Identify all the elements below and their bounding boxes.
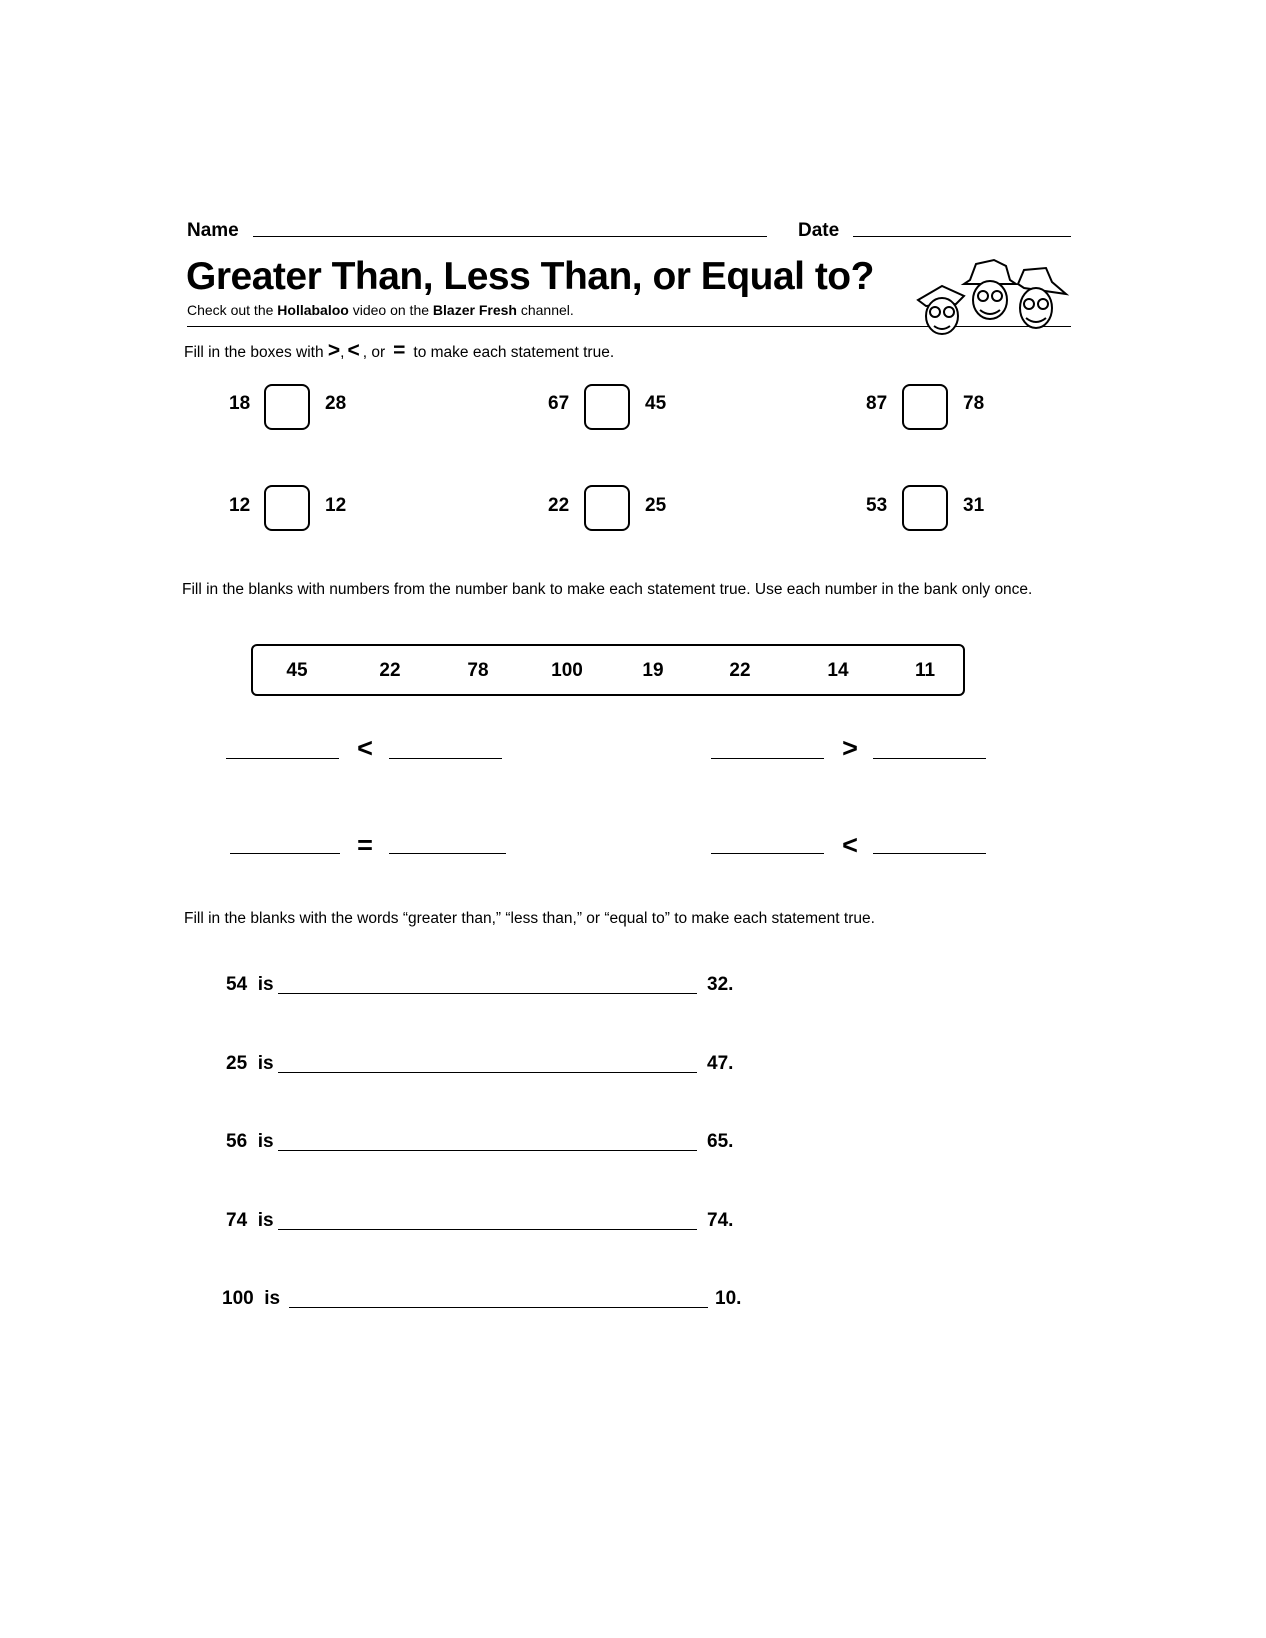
number-blank-left[interactable] — [230, 853, 340, 854]
part1-or: , or — [362, 344, 386, 361]
number-blank-right[interactable] — [389, 853, 506, 854]
word-answer-blank[interactable] — [278, 1229, 697, 1230]
date-label: Date — [798, 220, 840, 241]
three-cartoon-faces-icon — [912, 256, 1074, 342]
number-blank-left[interactable] — [226, 758, 339, 759]
number-blank-left[interactable] — [711, 853, 824, 854]
name-field-line[interactable] — [253, 236, 767, 237]
number-blank-right[interactable] — [389, 758, 502, 759]
bank-number: 11 — [914, 660, 936, 681]
subtitle-post: channel. — [516, 302, 574, 318]
compare-left-number: 22 — [548, 495, 570, 516]
number-bank — [251, 644, 965, 696]
compare-right-number: 45 — [645, 393, 667, 414]
compare-left-number: 53 — [866, 495, 888, 516]
bank-number: 45 — [286, 660, 308, 681]
statement-operator: < — [842, 830, 858, 860]
comparison-answer-box[interactable] — [584, 384, 630, 430]
number-blank-right[interactable] — [873, 853, 986, 854]
bank-number: 14 — [827, 660, 849, 681]
bank-number: 100 — [551, 660, 583, 681]
compare-right-number: 12 — [325, 495, 347, 516]
word-answer-blank[interactable] — [278, 1150, 697, 1151]
word-statement-lead: 74 is — [226, 1210, 274, 1231]
page-title: Greater Than, Less Than, or Equal to? — [186, 255, 874, 298]
compare-left-number: 12 — [229, 495, 251, 516]
part1-instruction — [184, 339, 614, 363]
word-answer-blank[interactable] — [278, 993, 697, 994]
compare-right-number: 25 — [645, 495, 667, 516]
number-blank-left[interactable] — [711, 758, 824, 759]
name-label: Name — [187, 220, 239, 241]
word-statement-lead: 25 is — [226, 1053, 274, 1074]
channel-name: Blazer Fresh — [432, 302, 517, 318]
subtitle-mid: video on the — [348, 302, 433, 318]
compare-right-number: 28 — [325, 393, 347, 414]
comparison-answer-box[interactable] — [264, 485, 310, 531]
bank-number: 19 — [642, 660, 664, 681]
part2-instruction: Fill in the blanks with numbers from the number bank to make each statement true. Use each number in the bank only once. — [182, 581, 1033, 598]
part3-instruction: Fill in the blanks with the words “greater than,” “less than,” or “equal to” to make each statement true. — [184, 910, 875, 927]
part1-comma: , — [340, 344, 345, 361]
statement-operator: < — [357, 733, 373, 763]
comparison-answer-box[interactable] — [264, 384, 310, 430]
word-statement-tail: 74. — [707, 1210, 734, 1231]
word-statement-lead: 54 is — [226, 974, 274, 995]
comparison-answer-box[interactable] — [584, 485, 630, 531]
part1-instruction-pre: Fill in the boxes with — [184, 344, 328, 361]
subtitle — [187, 302, 574, 318]
compare-right-number: 78 — [963, 393, 985, 414]
statement-operator: > — [842, 733, 858, 763]
bank-number: 22 — [729, 660, 751, 681]
compare-right-number: 31 — [963, 495, 985, 516]
compare-left-number: 18 — [229, 393, 251, 414]
video-name: Hollabaloo — [277, 302, 349, 318]
subtitle-pre: Check out the — [187, 302, 278, 318]
equal-symbol: = — [393, 339, 406, 362]
greater-than-symbol: > — [327, 339, 341, 362]
word-statement-tail: 65. — [707, 1131, 734, 1152]
word-answer-blank[interactable] — [278, 1072, 697, 1073]
word-statement-tail: 47. — [707, 1053, 734, 1074]
statement-operator: = — [357, 830, 373, 860]
part1-instruction-post: to make each statement true. — [413, 344, 615, 361]
word-statement-lead: 100 is — [222, 1288, 281, 1309]
compare-left-number: 67 — [548, 393, 570, 414]
word-answer-blank[interactable] — [289, 1307, 708, 1308]
comparison-answer-box[interactable] — [902, 485, 948, 531]
word-statement-lead: 56 is — [226, 1131, 274, 1152]
bank-number: 78 — [467, 660, 489, 681]
less-than-symbol: < — [347, 339, 360, 362]
compare-left-number: 87 — [866, 393, 888, 414]
comparison-answer-box[interactable] — [902, 384, 948, 430]
date-field-line[interactable] — [853, 236, 1071, 237]
number-blank-right[interactable] — [873, 758, 986, 759]
word-statement-tail: 10. — [715, 1288, 742, 1309]
bank-number: 22 — [379, 660, 401, 681]
word-statement-tail: 32. — [707, 974, 734, 995]
